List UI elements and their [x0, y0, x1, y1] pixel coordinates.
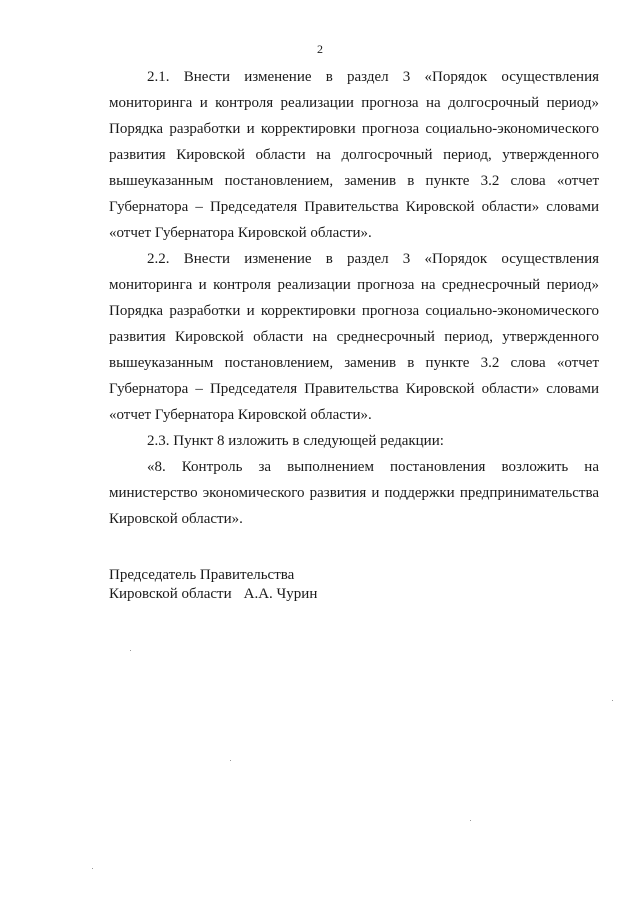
page-number: 2	[317, 42, 323, 56]
signature-title: Председатель Правительства	[109, 567, 295, 583]
signature-block	[109, 566, 409, 604]
paragraph-2-1: 2.1. Внести изменение в раздел 3 «Порядок осуществления мониторинга и контроля реализации прогноза на долгосрочный период» Порядка разработки и корректировки прогноза социально-экономического развития Кировской области на долгосрочный период, утвержденного вышеуказанным постановлением, заменив в пункте 3.2 слова «отчет Губернатора – Председателя Правительства Кировской области» словами «отчет Губернатора Кировской области».	[109, 69, 599, 241]
paragraph-2-3: 2.3. Пункт 8 изложить в следующей редакции:	[147, 433, 444, 449]
scan-speck	[92, 868, 93, 869]
scan-speck	[470, 820, 471, 821]
scan-speck	[612, 700, 613, 701]
signatory-name: А.А. Чурин	[243, 586, 318, 602]
signature-region: Кировской области	[109, 586, 232, 602]
scan-speck	[130, 650, 131, 651]
signature-region-line	[109, 585, 409, 604]
document-body	[109, 64, 599, 532]
scan-speck	[230, 760, 231, 761]
paragraph-point-8: «8. Контроль за выполнением постановления возложить на министерство экономического развития и поддержки предпринимательства Кировской области».	[109, 459, 599, 527]
paragraph-2-2: 2.2. Внести изменение в раздел 3 «Порядок осуществления мониторинга и контроля реализации прогноза на среднесрочный период» Порядка разработки и корректировки прогноза социально-экономического развития Кировской области на среднесрочный период, утвержденного вышеуказанным постановлением, заменив в пункте 3.2 слова «отчет Губернатора – Председателя Правительства Кировской области» словами «отчет Губернатора Кировской области».	[109, 251, 599, 423]
